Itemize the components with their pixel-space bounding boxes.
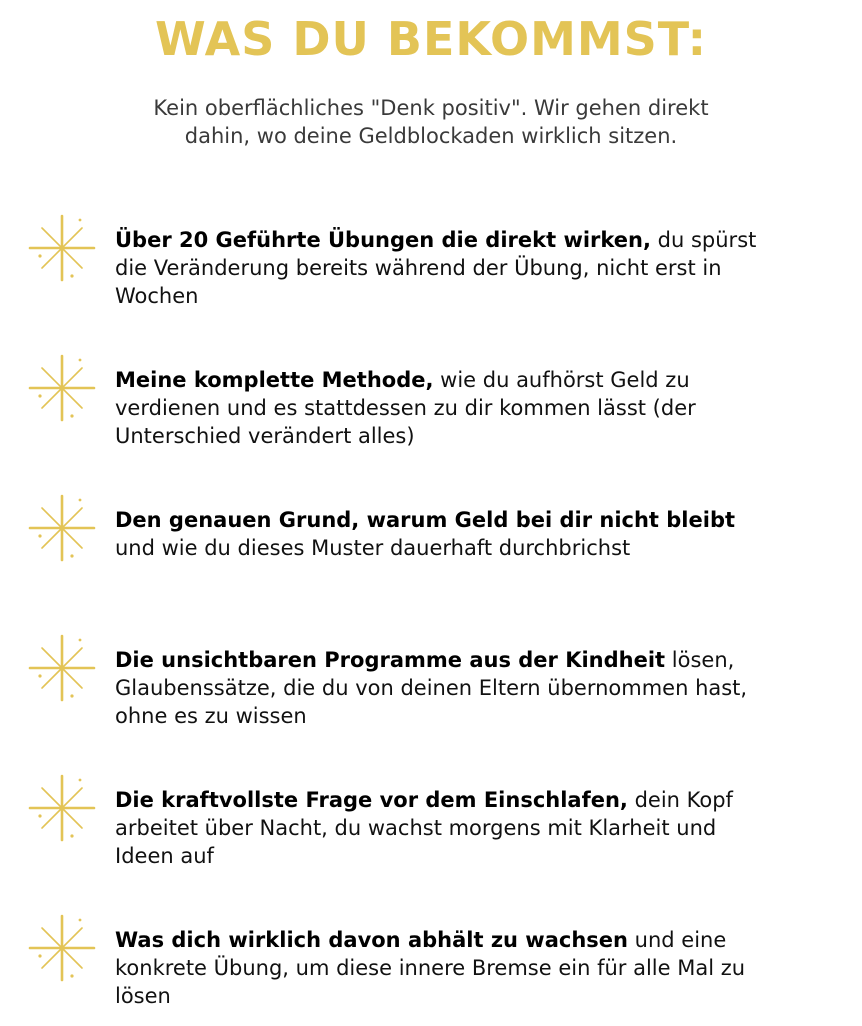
sparkle-icon: [28, 772, 96, 844]
sparkle-icon: [28, 352, 96, 424]
benefit-text: [115, 786, 765, 870]
benefit-headline: Was dich wirklich davon abhält zu wachsen: [115, 928, 628, 952]
benefit-item: [0, 786, 862, 886]
benefit-text: [115, 506, 765, 562]
benefit-headline: Über 20 Geführte Übungen die direkt wirken,: [115, 228, 651, 252]
benefit-text: [115, 226, 765, 310]
benefit-text: [115, 366, 765, 450]
benefit-text: [115, 646, 765, 730]
page-title: WAS DU BEKOMMST:: [154, 12, 708, 66]
benefit-item: [0, 926, 862, 1026]
page-subtitle: [80, 94, 782, 150]
benefit-description: lösen, Glaubenssätze, die du von deinen Eltern übernommen hast, ohne es zu wissen: [115, 648, 748, 728]
benefit-item: [0, 646, 862, 746]
benefit-text: [115, 926, 765, 1010]
benefit-item: [0, 226, 862, 326]
benefit-description: und wie du dieses Muster dauerhaft durchbrichst: [115, 536, 631, 560]
benefit-headline: Die unsichtbaren Programme aus der Kindheit: [115, 648, 666, 672]
benefit-description: und eine konkrete Übung, um diese innere Bremse ein für alle Mal zu lösen: [115, 928, 746, 1008]
subtitle-line-1: Kein oberflächliches "Denk positiv". Wir gehen direkt: [153, 96, 709, 120]
benefit-item: [0, 506, 862, 606]
subtitle-line-2: dahin, wo deine Geldblockaden wirklich sitzen.: [184, 124, 678, 148]
sparkle-icon: [28, 492, 96, 564]
benefit-headline: Den genauen Grund, warum Geld bei dir nicht bleibt: [115, 508, 736, 532]
benefit-description: wie du aufhörst Geld zu verdienen und es stattdessen zu dir kommen lässt (der Unterschied verändert alles): [115, 368, 696, 448]
benefit-description: dein Kopf arbeitet über Nacht, du wachst morgens mit Klarheit und Ideen auf: [115, 788, 733, 868]
benefit-description: du spürst die Veränderung bereits während der Übung, nicht erst in Wochen: [115, 228, 757, 308]
sparkle-icon: [28, 912, 96, 984]
sparkle-icon: [28, 632, 96, 704]
benefit-headline: Meine komplette Methode,: [115, 368, 434, 392]
benefit-headline: Die kraftvollste Frage vor dem Einschlafen,: [115, 788, 628, 812]
benefit-item: [0, 366, 862, 466]
sparkle-icon: [28, 212, 96, 284]
